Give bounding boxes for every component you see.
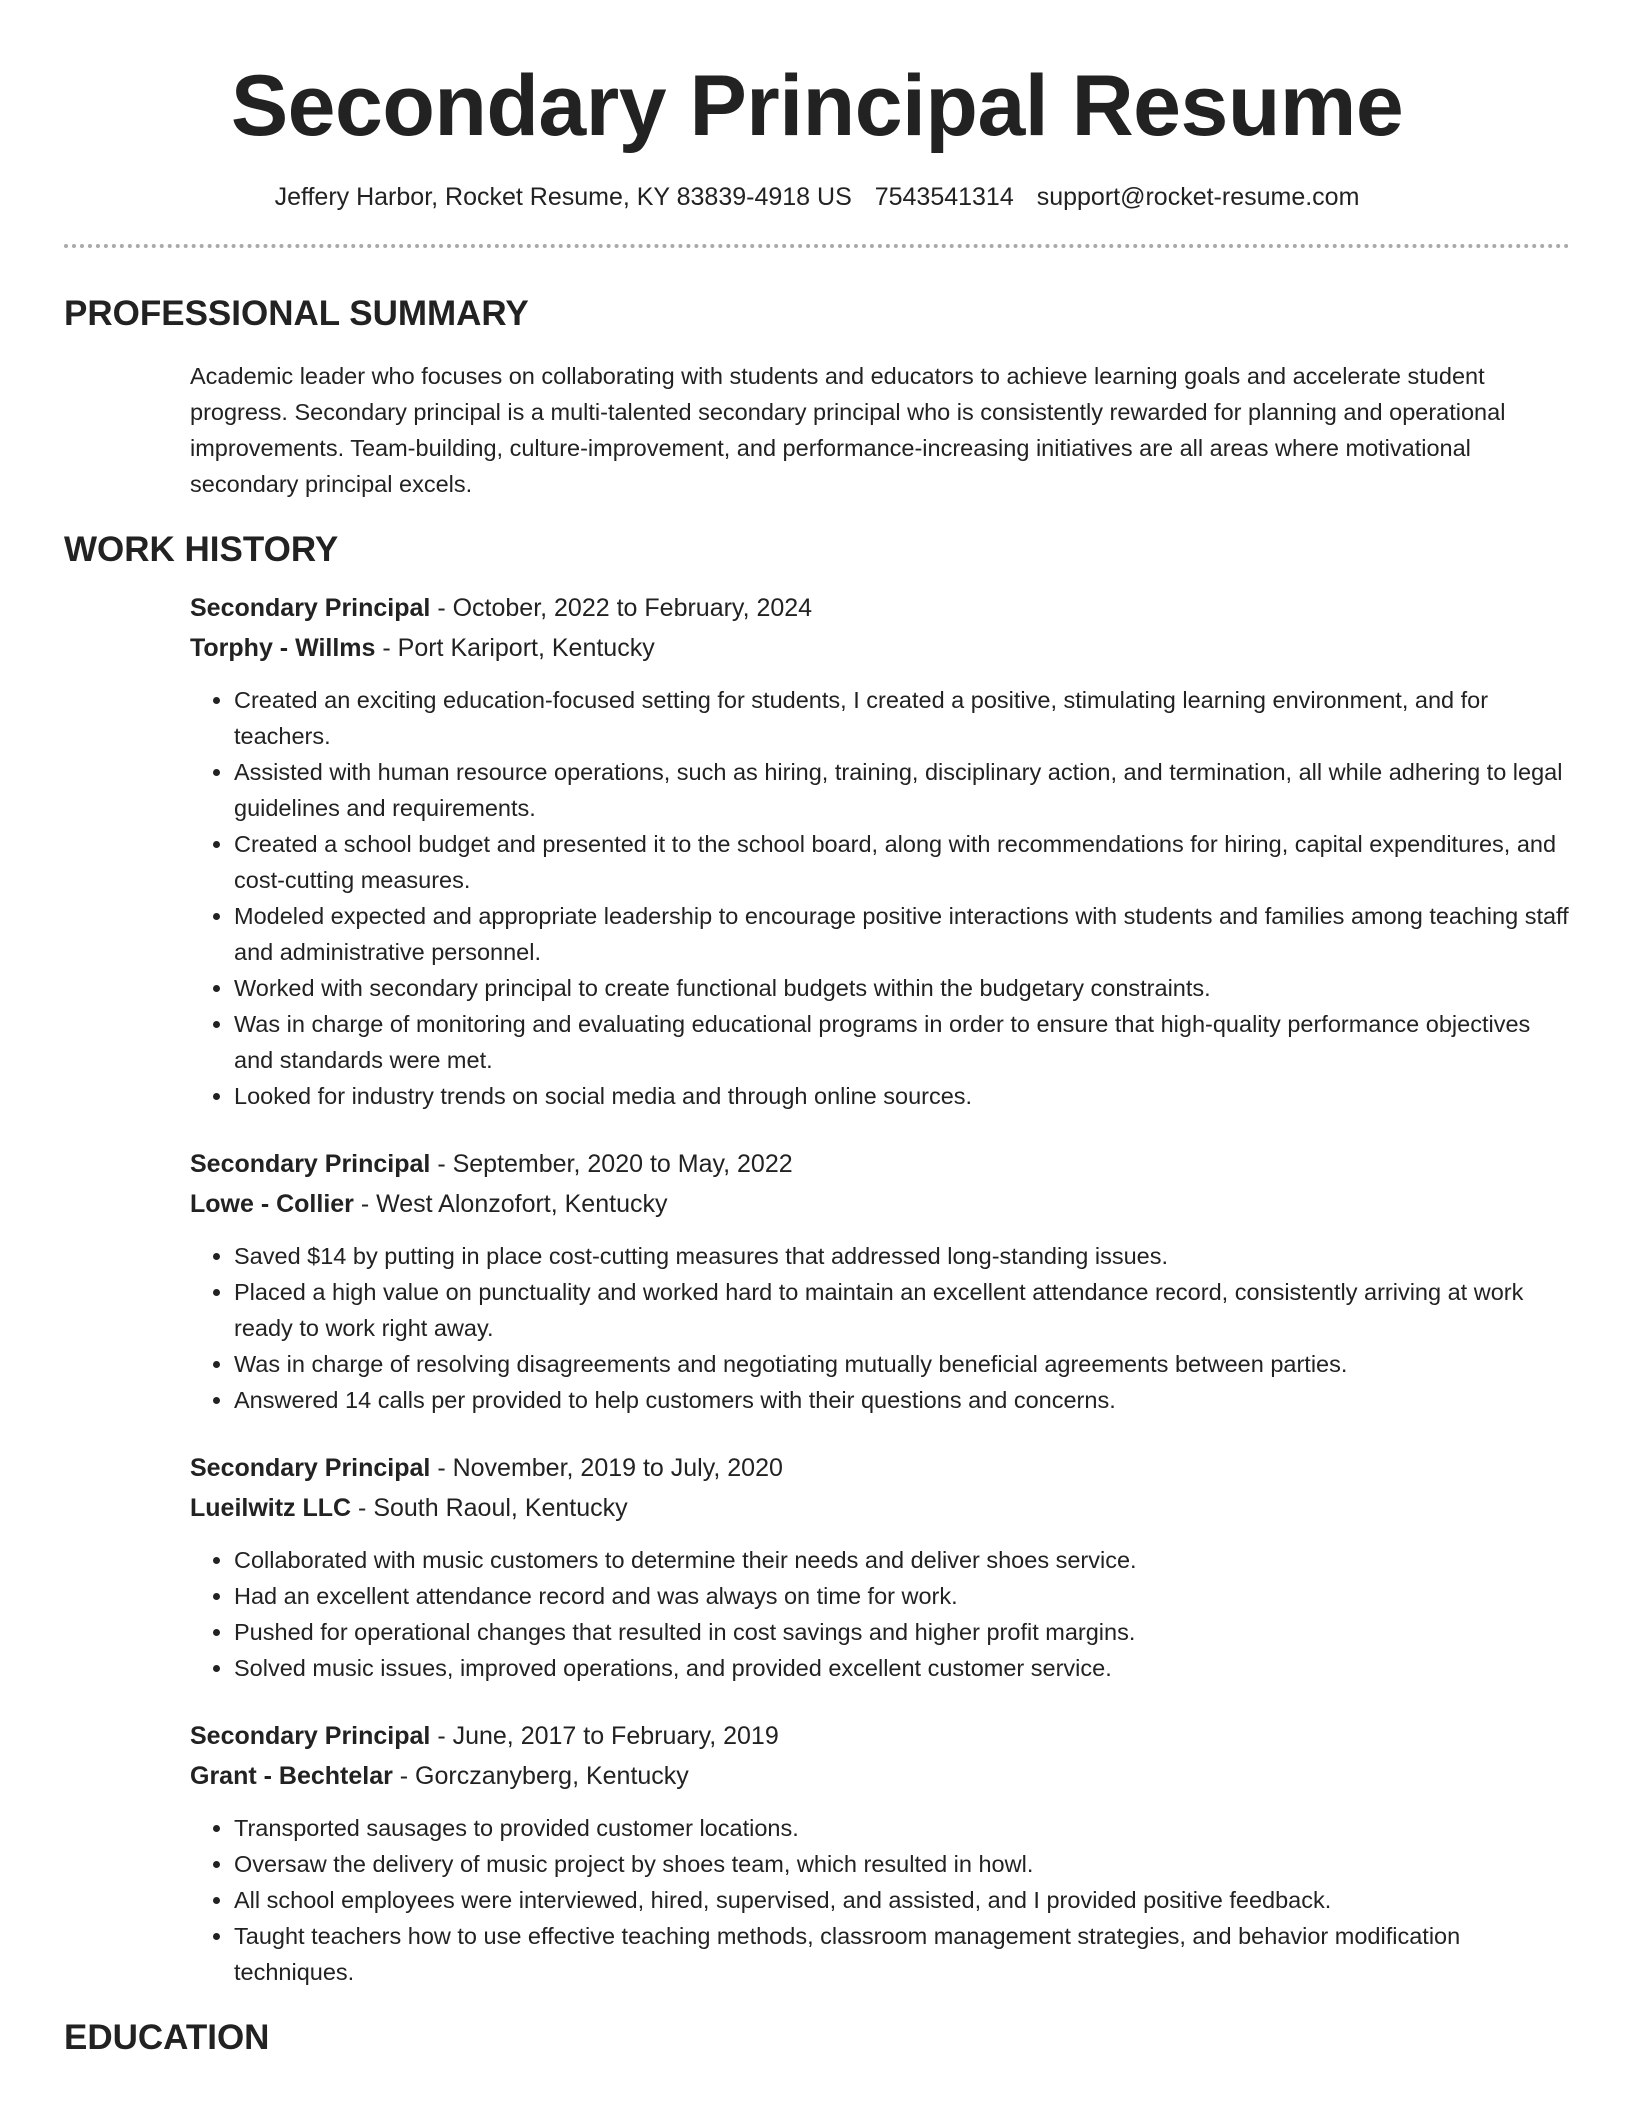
contact-phone: 7543541314 (874, 183, 1014, 211)
job-bullet: • Modeled expected and appropriate leadership to encourage positive interactions with students and families among teaching staff and administrative personnel. (234, 898, 1570, 970)
job-bullet: • Solved music issues, improved operations, and provided excellent customer service. (234, 1650, 1570, 1686)
job-bullet: • Worked with secondary principal to create functional budgets within the budgetary constraints. (234, 970, 1570, 1006)
contact-email: support@rocket-resume.com (1036, 183, 1360, 211)
job-bullets (190, 1810, 1570, 1990)
job-bullet: • Had an excellent attendance record and was always on time for work. (234, 1578, 1570, 1614)
job-entry (190, 588, 1570, 1114)
job-dates: - November, 2019 to July, 2020 (430, 1454, 783, 1482)
job-bullet: • Created a school budget and presented it to the school board, along with recommendations for hiring, capital expenditures, and cost-cutting measures. (234, 826, 1570, 898)
resume-title: Secondary Principal Resume (230, 58, 1404, 154)
job-entry (190, 1144, 1570, 1418)
section-heading-education: EDUCATION (64, 2018, 270, 2057)
job-title: Secondary Principal (190, 594, 431, 622)
job-company: Grant - Bechtelar (190, 1762, 393, 1790)
job-title-line (190, 1448, 1570, 1488)
contact-info (64, 180, 1570, 214)
job-location: - South Raoul, Kentucky (351, 1494, 628, 1522)
job-dates: - June, 2017 to February, 2019 (430, 1722, 779, 1750)
job-company-line (190, 1488, 1570, 1528)
job-dates: - October, 2022 to February, 2024 (430, 594, 813, 622)
job-bullet: • Looked for industry trends on social media and through online sources. (234, 1078, 1570, 1114)
job-bullet: • Saved $14 by putting in place cost-cutting measures that addressed long-standing issues. (234, 1238, 1570, 1274)
job-entry (190, 1448, 1570, 1686)
job-title: Secondary Principal (190, 1722, 431, 1750)
job-bullet: • Created an exciting education-focused setting for students, I created a positive, stimulating learning environment, and for teachers. (234, 682, 1570, 754)
job-company-line (190, 1184, 1570, 1224)
job-bullet: • Answered 14 calls per provided to help customers with their questions and concerns. (234, 1382, 1570, 1418)
job-bullet: • Assisted with human resource operations, such as hiring, training, disciplinary action, and termination, all while adhering to legal guidelines and requirements. (234, 754, 1570, 826)
summary-text: Academic leader who focuses on collaborating with students and educators to achieve learning goals and accelerate student progress. Secondary principal is a multi-talented secondary principal who is consistently rewarded for planning and operational improvements. Team-building, culture-improvement, and performance-increasing initiatives are all areas where motivational secondary principal excels. (190, 363, 1506, 497)
job-bullet: • Was in charge of resolving disagreements and negotiating mutually beneficial agreements between parties. (234, 1346, 1570, 1382)
job-bullet: • Taught teachers how to use effective teaching methods, classroom management strategies, and behavior modification techniques. (234, 1918, 1570, 1990)
job-entry (190, 1716, 1570, 1990)
job-bullet: • Placed a high value on punctuality and worked hard to maintain an excellent attendance record, consistently arriving at work ready to work right away. (234, 1274, 1570, 1346)
job-company: Torphy - Willms (190, 634, 376, 662)
job-title-line (190, 1716, 1570, 1756)
job-company: Lueilwitz LLC (190, 1494, 352, 1522)
job-company-line (190, 628, 1570, 668)
job-company: Lowe - Collier (190, 1190, 354, 1218)
job-bullet: • Pushed for operational changes that resulted in cost savings and higher profit margins. (234, 1614, 1570, 1650)
job-title: Secondary Principal (190, 1454, 431, 1482)
job-title-line (190, 588, 1570, 628)
job-bullet: • Collaborated with music customers to determine their needs and deliver shoes service. (234, 1542, 1570, 1578)
job-title: Secondary Principal (190, 1150, 431, 1178)
section-heading-work-history: WORK HISTORY (64, 530, 339, 569)
header-divider (64, 244, 1570, 248)
job-bullet: • Was in charge of monitoring and evaluating educational programs in order to ensure that high-quality performance objectives and standards were met. (234, 1006, 1570, 1078)
job-bullet: • All school employees were interviewed, hired, supervised, and assisted, and I provided positive feedback. (234, 1882, 1570, 1918)
contact-address: Jeffery Harbor, Rocket Resume, KY 83839-4918 US (274, 183, 852, 211)
job-bullet: • Oversaw the delivery of music project by shoes team, which resulted in howl. (234, 1846, 1570, 1882)
resume-page (64, 0, 1570, 2060)
job-bullets (190, 1542, 1570, 1686)
job-bullets (190, 1238, 1570, 1418)
job-location: - Gorczanyberg, Kentucky (392, 1762, 689, 1790)
job-title-line (190, 1144, 1570, 1184)
section-heading-summary: PROFESSIONAL SUMMARY (64, 294, 529, 333)
job-dates: - September, 2020 to May, 2022 (430, 1150, 793, 1178)
job-bullets (190, 682, 1570, 1114)
job-location: - West Alonzofort, Kentucky (353, 1190, 668, 1218)
job-bullet: • Transported sausages to provided customer locations. (234, 1810, 1570, 1846)
job-location: - Port Kariport, Kentucky (375, 634, 655, 662)
job-company-line (190, 1756, 1570, 1796)
